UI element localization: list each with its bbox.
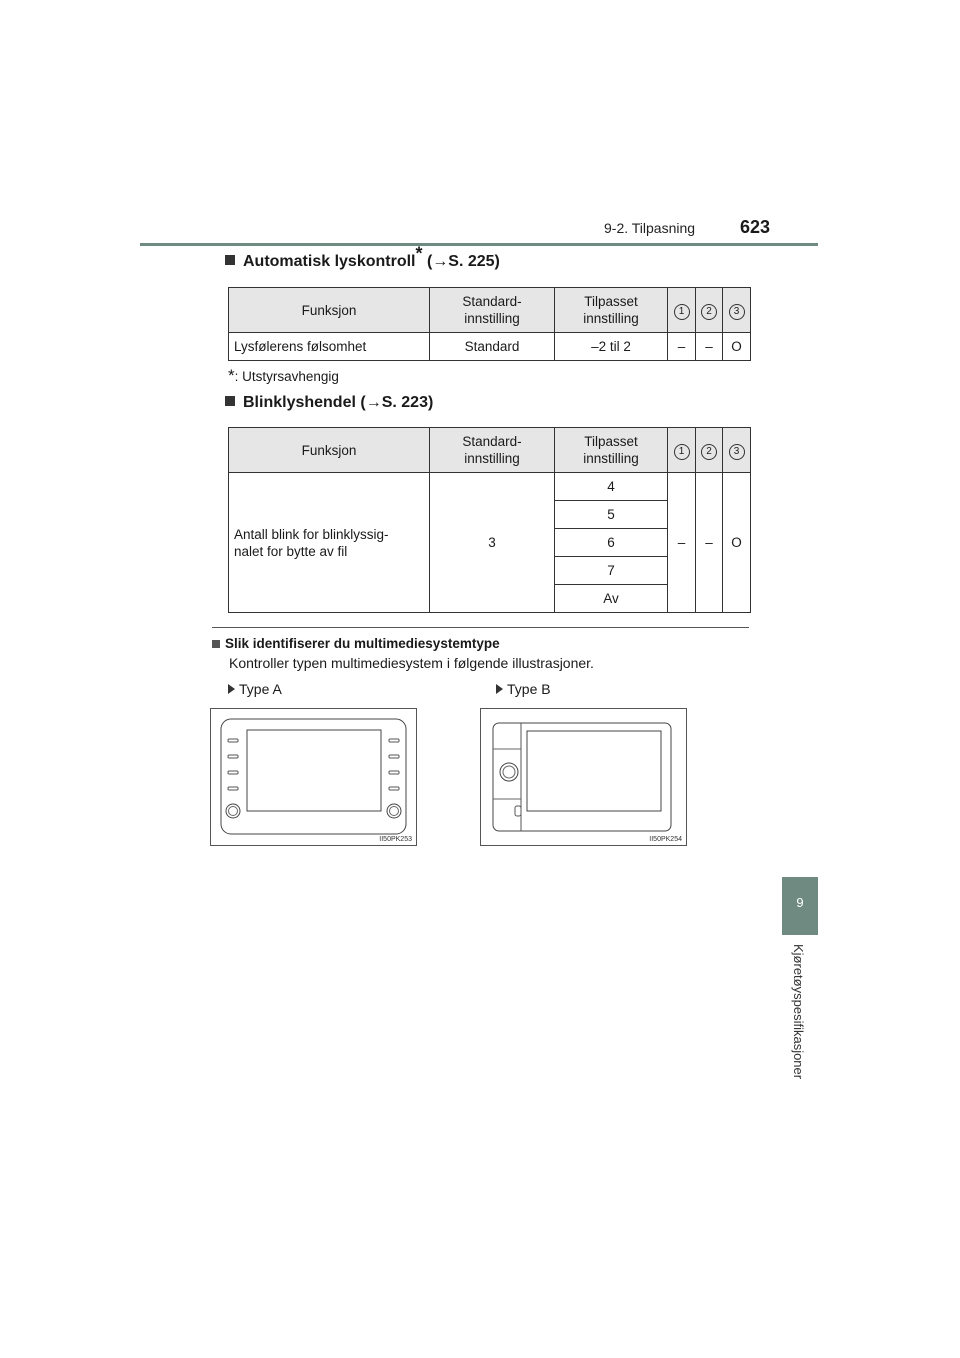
cell-option: 7 bbox=[555, 557, 668, 585]
cell-col-3: O bbox=[723, 473, 751, 613]
note-title: Slik identifiserer du multimediesystemtype bbox=[225, 636, 500, 651]
header-col-2 bbox=[696, 428, 723, 473]
section-title: Automatisk lyskontroll bbox=[243, 253, 416, 270]
header-default: Standard- innstilling bbox=[430, 288, 555, 333]
footnote bbox=[228, 366, 339, 386]
chapter-tab: 9 bbox=[782, 877, 818, 935]
circled-number-1: 1 bbox=[674, 444, 690, 460]
cell-option: 6 bbox=[555, 529, 668, 557]
header-custom: Tilpasset innstilling bbox=[555, 428, 668, 473]
note-text: Kontroller typen multimediesystem i følgende illustrasjoner. bbox=[229, 655, 594, 671]
header-col-3 bbox=[723, 428, 751, 473]
cell-function: Antall blink for blinklyssig- nalet for bytte av fil bbox=[229, 473, 430, 613]
figure-type-a bbox=[210, 708, 417, 846]
settings-table-turn-signal bbox=[228, 427, 751, 613]
cell-default: 3 bbox=[430, 473, 555, 613]
circled-number-3: 3 bbox=[729, 304, 745, 320]
header-default: Standard- innstilling bbox=[430, 428, 555, 473]
header-col-1 bbox=[668, 428, 696, 473]
running-header-section: 9-2. Tilpasning bbox=[604, 220, 696, 236]
circled-number-1: 1 bbox=[674, 304, 690, 320]
note-heading bbox=[212, 636, 500, 651]
triangle-bullet-icon bbox=[228, 684, 235, 694]
type-b-label bbox=[496, 681, 551, 697]
cell-col-1: – bbox=[668, 333, 696, 361]
page-reference: (→S. 225) bbox=[426, 253, 500, 270]
circled-number-3: 3 bbox=[729, 444, 745, 460]
figure-type-b bbox=[480, 708, 687, 846]
type-a-label bbox=[228, 681, 282, 697]
table-row bbox=[229, 473, 751, 501]
cell-option: 4 bbox=[555, 473, 668, 501]
cell-option: Av bbox=[555, 585, 668, 613]
cell-custom: –2 til 2 bbox=[555, 333, 668, 361]
header-function: Funksjon bbox=[229, 428, 430, 473]
table-row bbox=[229, 333, 751, 361]
multimedia-unit-type-a-illustration bbox=[211, 709, 416, 845]
cell-col-2: – bbox=[696, 333, 723, 361]
note-rule bbox=[212, 627, 749, 628]
type-a-text: Type A bbox=[239, 681, 282, 697]
type-b-text: Type B bbox=[507, 681, 551, 697]
circled-number-2: 2 bbox=[701, 444, 717, 460]
header-col-3 bbox=[723, 288, 751, 333]
header-custom: Tilpasset innstilling bbox=[555, 288, 668, 333]
footnote-text: : Utstyrsavhengig bbox=[234, 369, 339, 384]
square-bullet-icon bbox=[225, 396, 235, 406]
multimedia-unit-type-b-illustration bbox=[481, 709, 686, 845]
chapter-tab-label: Kjøretøyspesifikasjoner bbox=[791, 944, 806, 1080]
header-col-1 bbox=[668, 288, 696, 333]
figure-code: II50PK254 bbox=[649, 836, 682, 843]
cell-col-2: – bbox=[696, 473, 723, 613]
header-function: Funksjon bbox=[229, 288, 430, 333]
square-bullet-icon bbox=[225, 255, 235, 265]
page-number: 623 bbox=[740, 217, 771, 237]
header-col-2 bbox=[696, 288, 723, 333]
section-title: Blinklyshendel bbox=[243, 394, 356, 411]
footnote-star: * bbox=[228, 366, 235, 385]
cell-col-1: – bbox=[668, 473, 696, 613]
circled-number-2: 2 bbox=[701, 304, 717, 320]
figure-code: II50PK253 bbox=[379, 836, 412, 843]
cell-col-3: O bbox=[723, 333, 751, 361]
footnote-marker: * bbox=[415, 243, 423, 264]
section-heading-turn-signal bbox=[225, 394, 433, 412]
header-rule bbox=[140, 243, 818, 246]
cell-option: 5 bbox=[555, 501, 668, 529]
square-bullet-icon bbox=[212, 640, 220, 648]
page-reference: (→S. 223) bbox=[360, 394, 434, 411]
triangle-bullet-icon bbox=[496, 684, 503, 694]
settings-table-automatic-light bbox=[228, 287, 751, 361]
cell-default: Standard bbox=[430, 333, 555, 361]
section-heading-automatic-light bbox=[225, 243, 500, 271]
cell-function: Lysfølerens følsomhet bbox=[229, 333, 430, 361]
